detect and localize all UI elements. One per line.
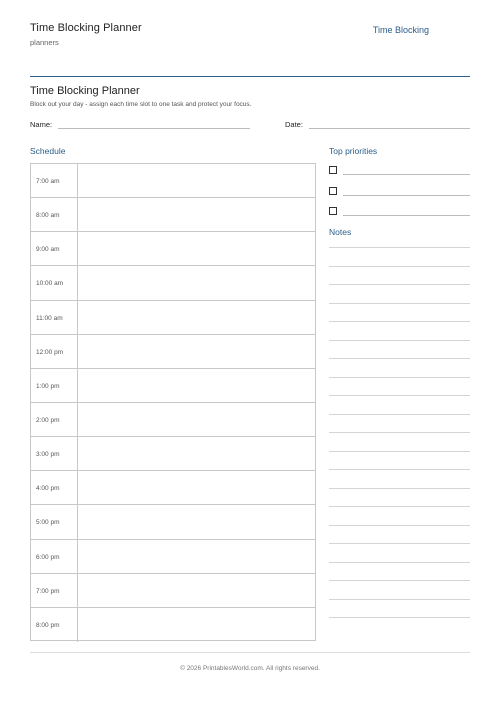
time-slot-area[interactable] [78, 505, 315, 538]
note-line[interactable] [329, 543, 470, 544]
schedule-row [31, 540, 315, 574]
schedule-row [31, 437, 315, 471]
note-line[interactable] [329, 377, 470, 378]
time-label: 6:00 pm [31, 540, 78, 573]
time-label: 9:00 am [31, 232, 78, 265]
time-label: 3:00 pm [31, 437, 78, 470]
time-slot-area[interactable] [78, 301, 315, 334]
name-label: Name: [30, 120, 53, 129]
notes-heading: Notes [329, 227, 352, 237]
name-line[interactable] [58, 120, 250, 129]
time-slot-area[interactable] [78, 232, 315, 265]
name-field[interactable] [30, 120, 250, 129]
category-label: planners [30, 38, 59, 47]
page-description: Block out your day - assign each time slot to one task and protect your focus. [30, 101, 252, 108]
schedule-row [31, 471, 315, 505]
schedule-row [31, 335, 315, 369]
note-line[interactable] [329, 284, 470, 285]
schedule-heading: Schedule [30, 146, 66, 156]
schedule-row [31, 505, 315, 539]
priority-line[interactable] [343, 186, 470, 196]
priorities-heading: Top priorities [329, 146, 378, 156]
time-slot-area[interactable] [78, 198, 315, 231]
note-line[interactable] [329, 488, 470, 489]
date-label: Date: [285, 120, 303, 129]
page-title: Time Blocking Planner [30, 85, 140, 97]
time-label: 7:00 am [31, 164, 78, 197]
note-line[interactable] [329, 340, 470, 341]
note-line[interactable] [329, 469, 470, 470]
priority-checkbox[interactable] [329, 207, 337, 215]
time-slot-area[interactable] [78, 403, 315, 436]
time-slot-area[interactable] [78, 471, 315, 504]
schedule-row [31, 164, 315, 198]
note-line[interactable] [329, 303, 470, 304]
nav-link-time-blocking[interactable]: Time Blocking [372, 25, 429, 35]
time-slot-area[interactable] [78, 266, 315, 299]
time-label: 1:00 pm [31, 369, 78, 402]
time-slot-area[interactable] [78, 540, 315, 573]
note-line[interactable] [329, 395, 470, 396]
schedule-row [31, 198, 315, 232]
time-slot-area[interactable] [78, 369, 315, 402]
time-slot-area[interactable] [78, 437, 315, 470]
schedule-row [31, 232, 315, 266]
time-slot-area[interactable] [78, 574, 315, 607]
footer-copyright: © 2026 PrintablesWorld.com. All rights reserved. [180, 665, 320, 672]
time-label: 7:00 pm [31, 574, 78, 607]
date-field[interactable] [285, 120, 470, 129]
time-slot-area[interactable] [78, 608, 315, 642]
schedule-table [30, 163, 316, 641]
time-label: 11:00 am [31, 301, 78, 334]
schedule-row [31, 574, 315, 608]
note-line[interactable] [329, 321, 470, 322]
time-label: 4:00 pm [31, 471, 78, 504]
time-label: 10:00 am [31, 266, 78, 299]
priority-checkbox[interactable] [329, 187, 337, 195]
note-line[interactable] [329, 451, 470, 452]
schedule-row [31, 608, 315, 642]
site-title: Time Blocking Planner [30, 22, 142, 34]
header-divider [30, 76, 470, 77]
priority-item[interactable] [329, 163, 470, 175]
schedule-row [31, 369, 315, 403]
schedule-row [31, 403, 315, 437]
note-line[interactable] [329, 617, 470, 618]
time-label: 8:00 pm [31, 608, 78, 642]
note-line[interactable] [329, 599, 470, 600]
note-line[interactable] [329, 525, 470, 526]
note-line[interactable] [329, 247, 470, 248]
date-line[interactable] [309, 120, 470, 129]
note-line[interactable] [329, 562, 470, 563]
priority-checkbox[interactable] [329, 166, 337, 174]
note-line[interactable] [329, 414, 470, 415]
note-line[interactable] [329, 266, 470, 267]
time-label: 12:00 pm [31, 335, 78, 368]
note-line[interactable] [329, 432, 470, 433]
priority-item[interactable] [329, 184, 470, 196]
time-slot-area[interactable] [78, 164, 315, 197]
time-label: 8:00 am [31, 198, 78, 231]
time-slot-area[interactable] [78, 335, 315, 368]
time-label: 5:00 pm [31, 505, 78, 538]
note-line[interactable] [329, 580, 470, 581]
footer-divider [30, 652, 470, 653]
note-line[interactable] [329, 506, 470, 507]
priority-line[interactable] [343, 165, 470, 175]
time-label: 2:00 pm [31, 403, 78, 436]
schedule-row [31, 266, 315, 300]
priority-item[interactable] [329, 204, 470, 216]
schedule-row [31, 301, 315, 335]
note-line[interactable] [329, 358, 470, 359]
priority-line[interactable] [343, 206, 470, 216]
